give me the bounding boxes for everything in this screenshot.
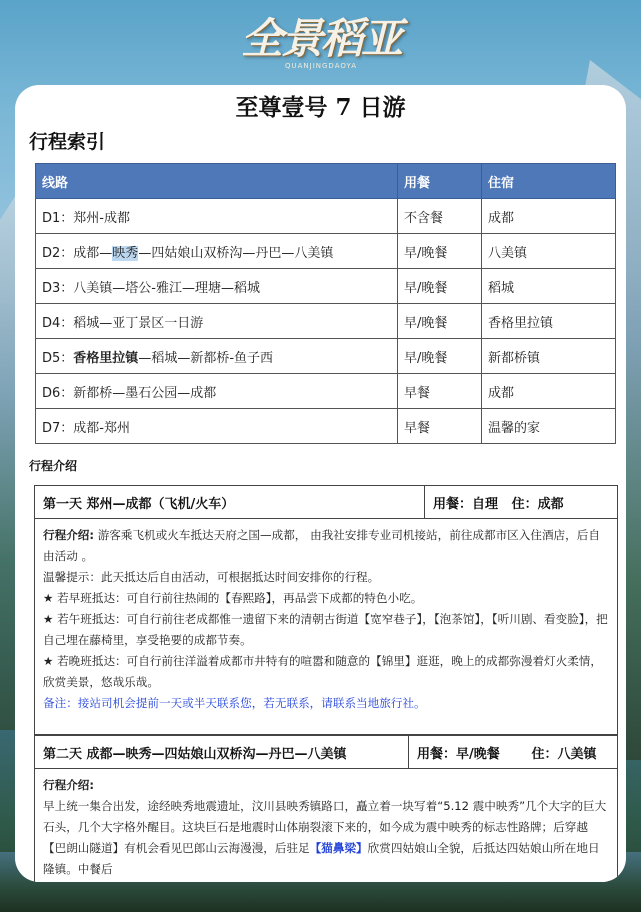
- day1-section: [34, 485, 618, 735]
- header-stay: 住宿: [482, 164, 616, 199]
- brand-logo: [236, 4, 406, 78]
- table-row: [36, 234, 616, 269]
- day1-meal: 用餐：自理: [433, 496, 499, 512]
- day2-stay: 住：八美镇: [531, 746, 597, 762]
- day1-note: 备注：接站司机会提前一天或半天联系您，若无联系，请联系当地旅行社。: [43, 696, 426, 710]
- route-text: D2：成都—: [42, 245, 113, 261]
- header-meal: 用餐: [398, 164, 482, 199]
- meal-cell: 早餐: [398, 374, 482, 409]
- logo-sub-text: QUANJINGDAOYA: [284, 62, 358, 70]
- meal-cell: 早/晚餐: [398, 304, 482, 339]
- route-cell: [36, 339, 398, 374]
- table-row: [36, 374, 616, 409]
- logo-main-text: 全景稻亚: [240, 14, 401, 63]
- day1-early: ★ 若早班抵达：可自行前往热闹的【春熙路】，再品尝下成都的特色小吃。: [43, 591, 423, 605]
- table-row: [36, 304, 616, 339]
- table-row: [36, 199, 616, 234]
- table-header-row: [36, 164, 616, 199]
- stay-cell: 香格里拉镇: [482, 304, 616, 339]
- document-title: 至尊壹号 7 日游: [235, 94, 406, 121]
- day2-meal: 用餐：早/晚餐: [417, 746, 500, 762]
- day2-section: [34, 735, 618, 882]
- day1-body: [35, 519, 617, 720]
- day2-header: [35, 736, 617, 769]
- day2-body: [35, 769, 617, 882]
- day1-title: 第一天 郑州—成都（飞机/火车）: [35, 486, 425, 518]
- route-cell: [36, 234, 398, 269]
- route-cell: D4：稻城—亚丁景区一日游: [36, 304, 398, 339]
- stay-cell: 成都: [482, 374, 616, 409]
- stay-cell: 新都桥镇: [482, 339, 616, 374]
- route-cell: D3：八美镇—塔公-雅江—理塘—稻城: [36, 269, 398, 304]
- day2-intro-text: [43, 796, 609, 880]
- day2-highlight: 【猫鼻梁】: [309, 841, 368, 855]
- day2-text: 早上统一集合出发，途经映秀地震遗址，汶川县映秀镇路口，矗立着一块写着“5.12 震中映秀”几个大字的巨大石头，几个大字格外醒目。这块巨石是地震时山体崩裂滚下来的，如今成为震中映秀的标志性路牌；后穿越【巴朗山隧道】有机会看见巴郎山云海漫漫，后驻足: [43, 799, 607, 855]
- day1-intro-text: 游客乘飞机或火车抵达天府之国—成都， 由我社安排专业司机接站，前往成都市区入住酒店，后自由活动 。: [43, 528, 600, 563]
- day1-noon: ★ 若午班抵达：可自行前往老成都惟一遗留下来的清朝古街道【宽窄巷子】，【泡茶馆】，【听川剧、看变脸】，把自己埋在藤椅里，享受艳要的成都节奏。: [43, 612, 608, 647]
- route-cell: D1：郑州-成都: [36, 199, 398, 234]
- route-highlight: 映秀: [112, 245, 139, 261]
- table-row: [36, 339, 616, 374]
- meal-cell: 不含餐: [398, 199, 482, 234]
- route-cell: D7：成都-郑州: [36, 409, 398, 444]
- day1-header: [35, 486, 617, 519]
- table-row: [36, 409, 616, 444]
- day1-late: ★ 若晚班抵达：可自行前往洋溢着成都市井特有的喧嚣和随意的【锦里】逛逛，晚上的成都弥漫着灯火柔情，欣赏美景，悠哉乐哉。: [43, 654, 602, 689]
- stay-cell: 八美镇: [482, 234, 616, 269]
- stay-cell: 成都: [482, 199, 616, 234]
- table-row: [36, 269, 616, 304]
- day1-meal-stay: [425, 486, 617, 518]
- day1-stay: 住：成都: [511, 496, 564, 512]
- header-route: 线路: [36, 164, 398, 199]
- route-cell: D6：新都桥—墨石公园—成都: [36, 374, 398, 409]
- index-heading: 行程索引: [29, 131, 106, 153]
- day1-intro-label: 行程介绍:: [43, 528, 95, 542]
- meal-cell: 早餐: [398, 409, 482, 444]
- day2-text: 欣赏四姑娘山全貌，后抵达四姑娘山所在地日隆镇。中餐后: [43, 841, 600, 876]
- itinerary-card: [15, 85, 626, 882]
- route-text: —稻城—新都桥-鱼子西: [138, 350, 274, 366]
- intro-heading: 行程介绍: [29, 459, 78, 473]
- meal-cell: 早/晚餐: [398, 269, 482, 304]
- meal-cell: 早/晚餐: [398, 234, 482, 269]
- day1-tip: 温馨提示：此天抵达后自由活动，可根据抵达时间安排你的行程。: [43, 570, 380, 584]
- stay-cell: 温馨的家: [482, 409, 616, 444]
- day1-intro: [43, 525, 609, 567]
- stay-cell: 稻城: [482, 269, 616, 304]
- day2-title: 第二天 成都—映秀—四姑娘山双桥沟—丹巴—八美镇: [35, 736, 409, 768]
- route-text: D5：: [42, 350, 74, 366]
- meal-cell: 早/晚餐: [398, 339, 482, 374]
- day2-meal-stay: [409, 736, 617, 768]
- day2-intro-label: 行程介绍:: [43, 778, 95, 792]
- itinerary-index-table: [35, 163, 616, 444]
- route-text: —四姑娘山双桥沟—丹巴—八美镇: [138, 245, 334, 261]
- route-bold: 香格里拉镇: [73, 350, 139, 366]
